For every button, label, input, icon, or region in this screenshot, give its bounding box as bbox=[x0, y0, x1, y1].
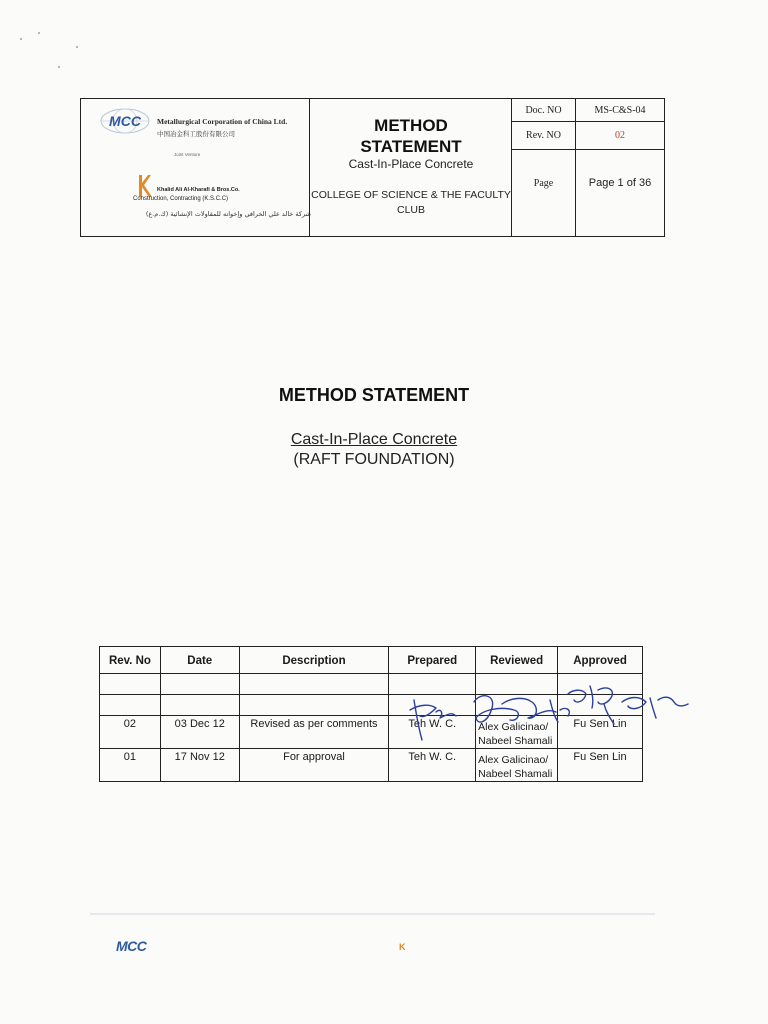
rev-no-row bbox=[512, 122, 664, 150]
scan-speck bbox=[38, 32, 40, 34]
column-header-prepared: Prepared bbox=[389, 647, 476, 674]
rev-no-label: Rev. NO bbox=[512, 122, 576, 149]
header-project-name: COLLEGE OF SCIENCE & THE FACULTY CLUB bbox=[311, 189, 511, 216]
empty-cell bbox=[558, 695, 643, 716]
empty-cell bbox=[160, 674, 239, 695]
empty-cell bbox=[476, 674, 558, 695]
header-logo-cell bbox=[81, 99, 310, 236]
prepared-cell: Teh W. C. bbox=[389, 749, 476, 782]
reviewer-name-1: Alex Galicinao/ bbox=[478, 754, 549, 766]
description-cell: Revised as per comments bbox=[239, 716, 389, 749]
footer-divider bbox=[90, 913, 655, 915]
reviewer-name-1: Alex Galicinao/ bbox=[478, 721, 549, 733]
description-cell: For approval bbox=[239, 749, 389, 782]
reviewed-cell bbox=[476, 749, 558, 782]
header-title: METHOD STATEMENT bbox=[360, 116, 462, 156]
empty-cell bbox=[558, 674, 643, 695]
column-header-reviewed: Reviewed bbox=[476, 647, 558, 674]
rev-no-cell: 02 bbox=[100, 716, 161, 749]
document-header bbox=[80, 98, 665, 237]
empty-cell bbox=[239, 674, 389, 695]
mcc-company-block bbox=[99, 107, 304, 143]
ks-company-block bbox=[89, 169, 309, 233]
column-header-date: Date bbox=[160, 647, 239, 674]
approved-cell: Fu Sen Lin bbox=[558, 716, 643, 749]
document-main-title: METHOD STATEMENT bbox=[278, 385, 470, 405]
doc-no-label: Doc. NO bbox=[512, 99, 576, 121]
document-meta-grid bbox=[512, 99, 664, 236]
scan-speck bbox=[76, 46, 78, 48]
header-meta-cell bbox=[512, 99, 664, 236]
ks-company-subtitle: Construction, Contracting (K.S.C.C) bbox=[133, 196, 229, 202]
document-main-subtitle-2: (RAFT FOUNDATION) bbox=[293, 451, 455, 468]
header-subtitle: Cast-In-Place Concrete bbox=[348, 157, 474, 171]
doc-no-row bbox=[512, 99, 664, 122]
table-header-row bbox=[100, 647, 643, 674]
rev-no-cell: 01 bbox=[100, 749, 161, 782]
mcc-company-name-chinese: 中国冶金科工股份有限公司 bbox=[157, 130, 235, 138]
joint-venture-label: Joint Venture bbox=[174, 152, 201, 157]
reviewer-name-2: Nabeel Shamali bbox=[478, 735, 553, 747]
empty-cell bbox=[239, 695, 389, 716]
table-row bbox=[100, 749, 643, 782]
table-row-empty bbox=[100, 674, 643, 695]
document-main-subtitle: Cast-In-Place Concrete bbox=[290, 431, 458, 448]
reviewed-cell bbox=[476, 716, 558, 749]
revision-history-table bbox=[99, 646, 643, 782]
empty-cell bbox=[476, 695, 558, 716]
mcc-company-name: Metallurgical Corporation of China Ltd. bbox=[157, 117, 288, 126]
date-cell: 17 Nov 12 bbox=[160, 749, 239, 782]
page-row bbox=[512, 150, 664, 236]
empty-cell bbox=[100, 695, 161, 716]
scan-speck bbox=[20, 38, 22, 40]
column-header-rev-no: Rev. No bbox=[100, 647, 161, 674]
date-cell: 03 Dec 12 bbox=[160, 716, 239, 749]
table-row bbox=[100, 716, 643, 749]
empty-cell bbox=[389, 674, 476, 695]
mcc-logo-text: MCC bbox=[109, 113, 141, 129]
footer-ks-logo: K bbox=[399, 942, 406, 952]
footer-mcc-logo: MCC bbox=[116, 938, 147, 954]
table-row-empty bbox=[100, 695, 643, 716]
ks-company-name-arabic: شركة خالد علي الخرافي وإخوانه للمقاولات الإنشائية (ك.م.ع) bbox=[145, 210, 311, 218]
page-label: Page bbox=[512, 150, 576, 236]
scan-speck bbox=[58, 66, 60, 68]
ks-company-name: Khalid Ali Al-Kharafi & Bros.Co. bbox=[157, 187, 240, 193]
document-main-subtitle-block bbox=[0, 430, 748, 470]
reviewer-name-2: Nabeel Shamali bbox=[478, 768, 553, 780]
prepared-cell: Teh W. C. bbox=[389, 716, 476, 749]
column-header-approved: Approved bbox=[558, 647, 643, 674]
empty-cell bbox=[389, 695, 476, 716]
column-header-description: Description bbox=[239, 647, 389, 674]
header-title-cell bbox=[310, 99, 512, 236]
rev-no-value: 02 bbox=[615, 130, 625, 141]
empty-cell bbox=[160, 695, 239, 716]
approved-cell: Fu Sen Lin bbox=[558, 749, 643, 782]
mcc-logo-icon bbox=[99, 107, 151, 137]
doc-no-value: MS-C&S-04 bbox=[594, 104, 646, 116]
page-number-value: Page 1 of 36 bbox=[588, 177, 652, 189]
empty-cell bbox=[100, 674, 161, 695]
